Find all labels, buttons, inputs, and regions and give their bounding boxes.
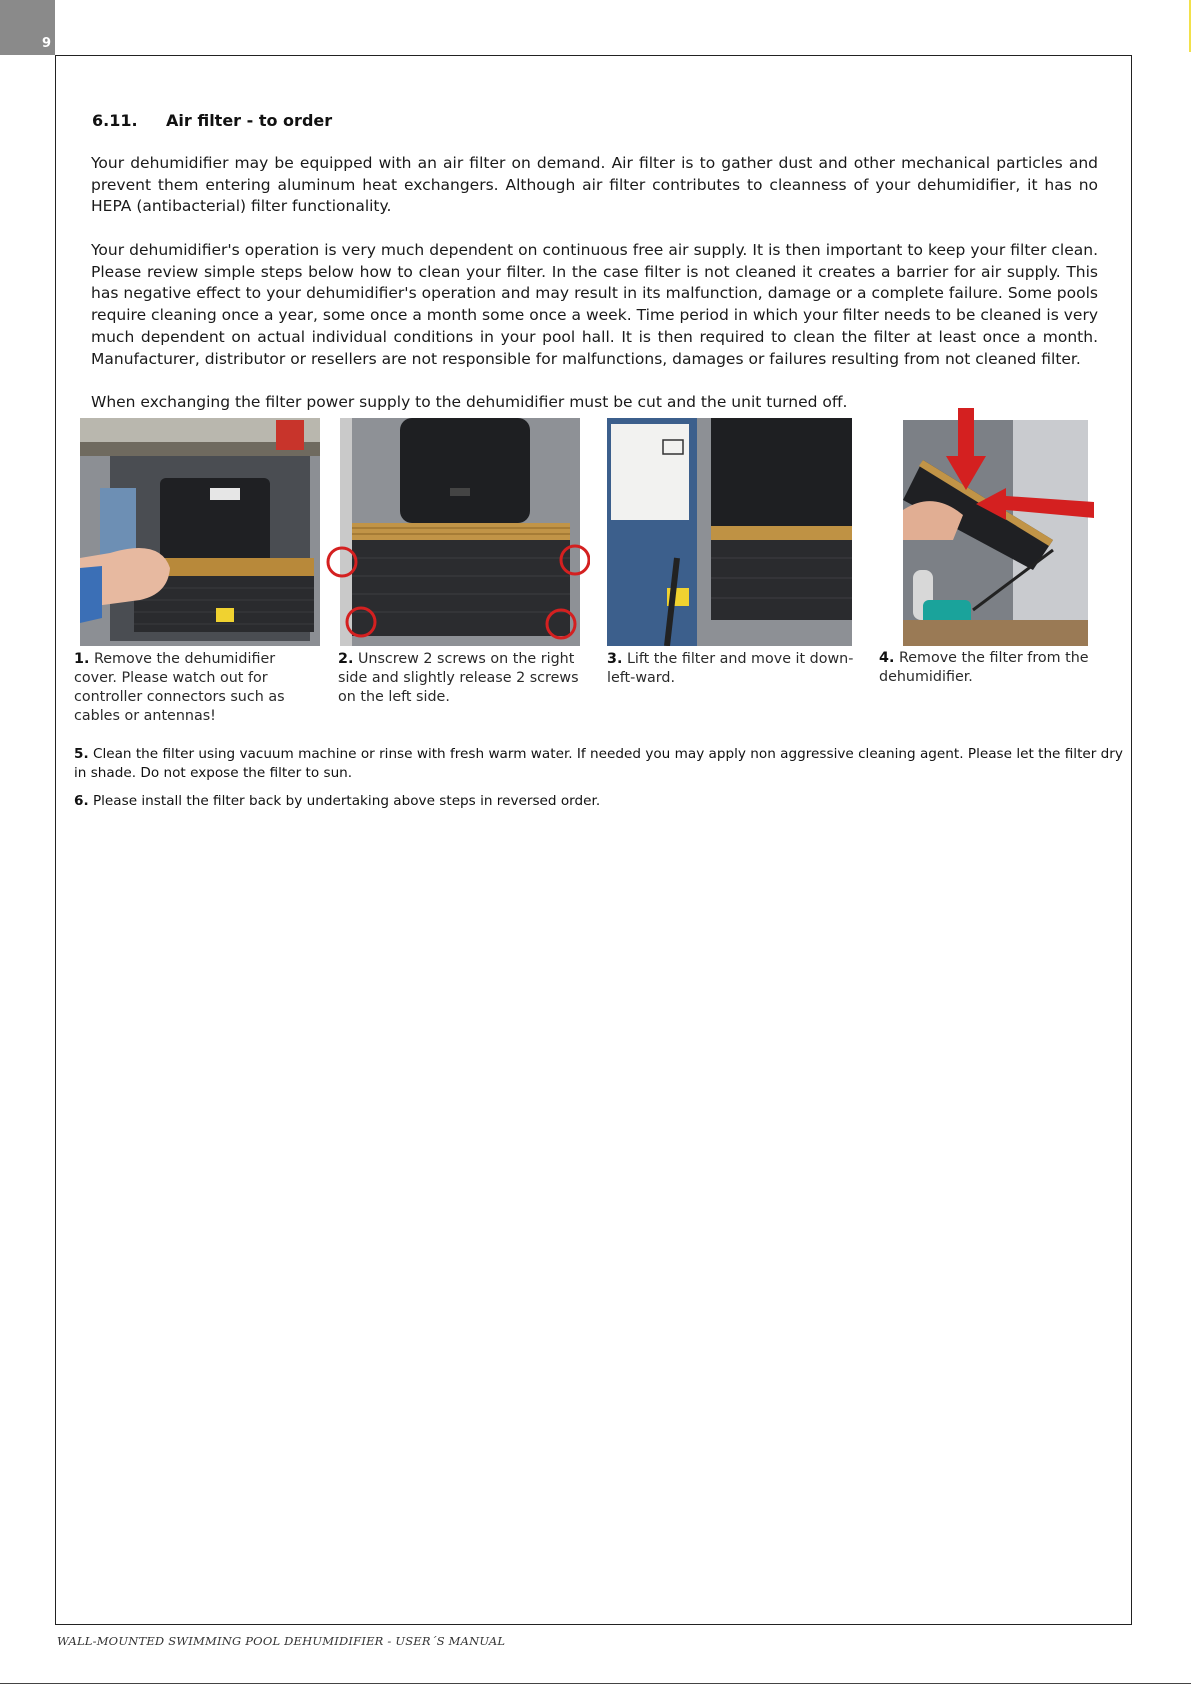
direction-arrows: [946, 408, 1096, 538]
step-5-note: [74, 745, 1134, 783]
step-6-text: Please install the filter back by undertaking above steps in reversed order.: [92, 793, 601, 809]
section-heading: [92, 111, 332, 130]
step-1-text: Remove the dehumidifier cover. Please watch out for controller connectors such as cables or antennas!: [74, 651, 285, 724]
screw-markers: [326, 540, 590, 644]
step-6-note: [74, 792, 1134, 811]
step-3-number: 3.: [607, 651, 623, 667]
step-4-number: 4.: [879, 650, 895, 666]
page-number: 9: [42, 36, 52, 51]
step-1-number: 1.: [74, 651, 90, 667]
step-5-number: 5.: [74, 746, 89, 762]
section-title: Air filter - to order: [166, 111, 333, 130]
step-3-text: Lift the filter and move it down-left-ward.: [607, 651, 854, 686]
step-6-number: 6.: [74, 793, 89, 809]
step-5-text: Clean the filter using vacuum machine or rinse with fresh warm water. If needed you may apply non aggressive cleaning agent. Please let the filter dry in shade. Do not expose the filter to sun.: [74, 746, 1123, 781]
step-3-caption: [607, 650, 857, 688]
step-4-caption: [879, 649, 1099, 687]
step-4-text: Remove the filter from the dehumidifier.: [879, 650, 1089, 685]
screw-marker-bottom-right: [547, 610, 575, 638]
step-1-illustration: [80, 418, 320, 646]
maintenance-paragraph: Your dehumidifier's operation is very much dependent on continuous free air supply. It is then important to keep your filter clean. Please review simple steps below how to clean your filter. In the case filter is not cleaned it creates a barrier for air supply. This has negative effect to your dehumidifier's operation and may result in its malfunction, damage or a complete failure. Some pools require cleaning once a year, some once a month some once a week. Time period in which your filter needs to be cleaned is very much dependent on actual individual conditions in your pool hall. It is then required to clean the filter at least once a month. Manufacturer, distributor or resellers are not responsible for malfunctions, damages or failures resulting from not cleaned filter.: [91, 241, 1098, 368]
screw-marker-top-left: [328, 548, 356, 576]
screw-marker-bottom-left: [347, 608, 375, 636]
footer-rule: [0, 1683, 1191, 1684]
safety-paragraph: When exchanging the filter power supply to the dehumidifier must be cut and the unit turned off.: [91, 393, 848, 411]
step-3-illustration: [607, 418, 852, 646]
intro-paragraph: Your dehumidifier may be equipped with an air filter on demand. Air filter is to gather dust and other mechanical particles and prevent them entering aluminum heat exchangers. Although air filter contributes to cleanness of your dehumidifier, it has no HEPA (antibacterial) filter functionality.: [91, 154, 1098, 216]
step-1-caption: [74, 650, 322, 726]
step-1-photo: [80, 418, 320, 646]
step-3-photo: [607, 418, 852, 646]
screw-marker-top-right: [561, 546, 589, 574]
step-2-text: Unscrew 2 screws on the right side and slightly release 2 screws on the left side.: [338, 651, 579, 705]
section-number: 6.11.: [92, 111, 138, 130]
step-2-caption: [338, 650, 588, 707]
arrow-left-icon: [976, 488, 1094, 520]
footer-title: WALL-MOUNTED SWIMMING POOL DEHUMIDIFIER - USER´S MANUAL: [57, 1634, 506, 1648]
step-2-number: 2.: [338, 651, 354, 667]
arrow-down-icon: [946, 408, 986, 490]
